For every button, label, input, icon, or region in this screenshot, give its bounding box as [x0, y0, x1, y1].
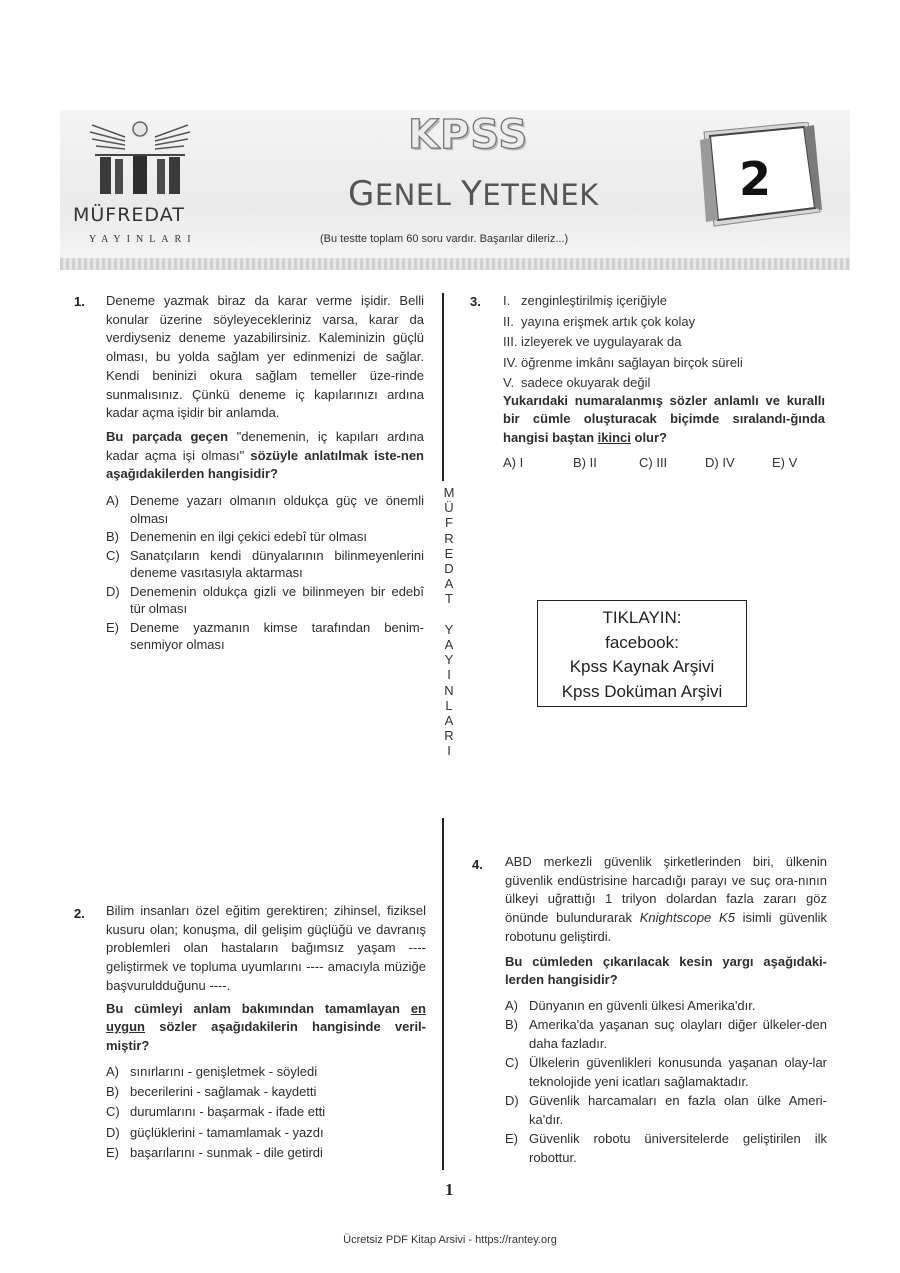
vertical-letter: F — [445, 515, 453, 531]
answer-options — [503, 455, 825, 470]
answer-option[interactable]: B) Amerika'da yaşanan suç olayları diğer ülkeler-den daha fazladır. — [505, 1017, 827, 1051]
roman-item: III. izleyerek ve uygulayarak da — [503, 334, 682, 349]
answer-option[interactable]: D) Güvenlik harcamaları en fazla olan ülke Ameri-ka'dır. — [505, 1093, 827, 1127]
promo-line: Kpss Kaynak Arşivi — [569, 657, 715, 676]
answer-option[interactable]: B) becerilerini - sağlamak - kaydetti — [106, 1083, 317, 1099]
answer-option[interactable]: B) II — [573, 454, 597, 470]
answer-options — [106, 492, 424, 654]
header-divider-band — [60, 258, 850, 270]
roman-items — [503, 291, 825, 394]
answer-option[interactable]: E) Güvenlik robotu üniversitelerde geliştirilen ilk robottur. — [505, 1131, 827, 1165]
question-passage: Deneme yazmak biraz da karar verme işidir. Belli konular üzerine söyleyecekleriniz varsa, karar da verdiyseniz deneme yazabilirsiniz. Kaleminizin güçlü olması, bu yolda sağlam yer edinmenizi de sağlar. Kendi beninizi okura sağlam temeller üze-rinde sunmalısınız. Çünkü deneme iç kapılarınızı ardına kadar açma işidir bir anlamda. — [106, 293, 424, 421]
page-number: 1 — [445, 1180, 454, 1199]
vertical-letter: Y — [444, 652, 454, 668]
vertical-letter: Ü — [444, 500, 454, 516]
question-number: 4. — [472, 857, 483, 872]
answer-options — [505, 997, 827, 1168]
vertical-letter — [440, 607, 458, 622]
promo-line: facebook: — [605, 632, 679, 652]
promo-line: TIKLAYIN: — [602, 608, 682, 627]
vertical-letter: A — [444, 713, 454, 729]
question-stem: Yukarıdaki numaralanmış sözler anlamlı ve kurallı bir cümle oluşturacak biçimde sıralandı-ğında hangisi baştan ikinci olur? — [503, 392, 825, 445]
answer-option[interactable]: A) Dünyanın en güvenli ülkesi Amerika'dır. — [505, 997, 756, 1013]
vertical-letter: E — [444, 545, 454, 561]
answer-option[interactable]: A) Deneme yazarı olmanın oldukça güç ve önemli olması — [106, 493, 424, 526]
column-divider — [442, 293, 444, 481]
question-stem: Bu parçada geçen "denemenin, iç kapıları ardına kadar açma işi olması" sözüyle anlatılmak iste-nen aşağıdakilerden hangisidir? — [106, 428, 424, 482]
question-1 — [106, 292, 424, 654]
answer-option[interactable]: A) I — [503, 454, 524, 470]
question-number: 1. — [74, 294, 85, 309]
vertical-letter: M — [443, 485, 455, 500]
logo-subtitle: YAYINLARI — [89, 234, 197, 245]
question-3 — [503, 291, 825, 470]
vertical-letter: I — [447, 667, 451, 683]
answer-option[interactable]: D) güçlüklerini - tamamlamak - yazdı — [106, 1124, 324, 1140]
question-passage: ABD merkezli güvenlik şirketlerinden biri, ülkenin güvenlik endüstrisine harcadığı parayı ve suç ora-nının ülkeyi uğrattığı 1 trilyon dolardan fazla zararı göz önünde bulundurarak Knightscope K5 isimli güvenlik robotunu geliştirdi. — [505, 854, 827, 944]
question-number: 3. — [470, 294, 481, 309]
answer-option[interactable]: E) Deneme yazmanın kimse tarafından benim-senmiyor olması — [106, 619, 424, 653]
question-2 — [106, 902, 426, 1163]
answer-option[interactable]: C) Sanatçıların kendi dünyalarının bilinmeyenlerini deneme vasıtasıyla aktarması — [106, 547, 424, 581]
answer-option[interactable]: C) Ülkelerin güvenlikleri konusunda yaşanan olay-lar teknolojide yeni icatları sağlamaktadır. — [505, 1055, 827, 1089]
answer-option[interactable]: B) Denemenin en ilgi çekici edebî tür olması — [106, 529, 368, 545]
roman-item: V. sadece okuyarak değil — [503, 375, 651, 390]
vertical-letter: L — [445, 697, 453, 713]
vertical-letter: A — [444, 637, 454, 653]
promo-box[interactable] — [537, 600, 747, 707]
answer-option[interactable]: C) durumlarını - başarmak - ifade etti — [106, 1104, 326, 1120]
question-passage: Bilim insanları özel eğitim gerektiren; zihinsel, fiziksel kusuru olan; konuşma, dil gelişim güçlüğü ve davranış problemleri olan hastaların bağımsız yaşam ---- geliştirmek ve topluma uyumlarını ---- amacıyla müziğe başvuruldduğunu ----. — [106, 903, 426, 993]
publisher-vertical-text — [440, 485, 458, 759]
question-stem: Bu cümleyi anlam bakımından tamamlayan en uygun sözler aşağıdakilerin hangisinde veril-miştir? — [106, 1000, 426, 1053]
logo-brand-name: MÜFREDAT — [73, 204, 185, 226]
vertical-letter: Y — [444, 621, 454, 637]
answer-option[interactable]: C) III — [639, 454, 668, 470]
answer-options — [106, 1062, 426, 1163]
vertical-letter: I — [447, 743, 451, 759]
answer-option[interactable]: D) Denemenin oldukça gizli ve bilinmeyen bir edebî tür olması — [106, 583, 424, 617]
roman-item: I. zenginleştirilmiş içeriğiyle — [503, 293, 667, 308]
roman-item: IV. öğrenme imkânı sağlayan birçok süreli — [503, 354, 743, 370]
answer-option[interactable]: E) V — [772, 454, 798, 470]
question-number: 2. — [74, 906, 85, 921]
footer-text[interactable]: Ücretsiz PDF Kitap Arsivi - https://rantey.org — [343, 1234, 557, 1246]
question-4 — [505, 853, 827, 1167]
roman-item: II. yayına erişmek artık çok kolay — [503, 313, 696, 329]
vertical-letter: R — [444, 728, 454, 744]
subject-title: GENEL YETENEK — [348, 174, 599, 214]
answer-option[interactable]: D) IV — [705, 454, 735, 470]
column-divider — [442, 818, 444, 1170]
test-subtitle: (Bu testte toplam 60 soru vardır. Başarılar dileriz...) — [320, 233, 569, 245]
answer-option[interactable]: E) başarılarını - sunmak - dile getirdi — [106, 1144, 323, 1160]
vertical-letter: T — [445, 591, 453, 607]
exam-title: KPSS — [408, 112, 529, 158]
vertical-letter: D — [444, 561, 454, 577]
promo-line: Kpss Doküman Arşivi — [561, 681, 723, 701]
vertical-letter: R — [444, 530, 454, 546]
vertical-letter: N — [444, 682, 454, 698]
booklet-number: 2 — [738, 152, 771, 206]
vertical-letter: A — [444, 576, 454, 592]
question-stem: Bu cümleden çıkarılacak kesin yargı aşağıdaki-lerden hangisidir? — [505, 953, 827, 988]
answer-option[interactable]: A) sınırlarını - genişletmek - söyledi — [106, 1063, 318, 1079]
